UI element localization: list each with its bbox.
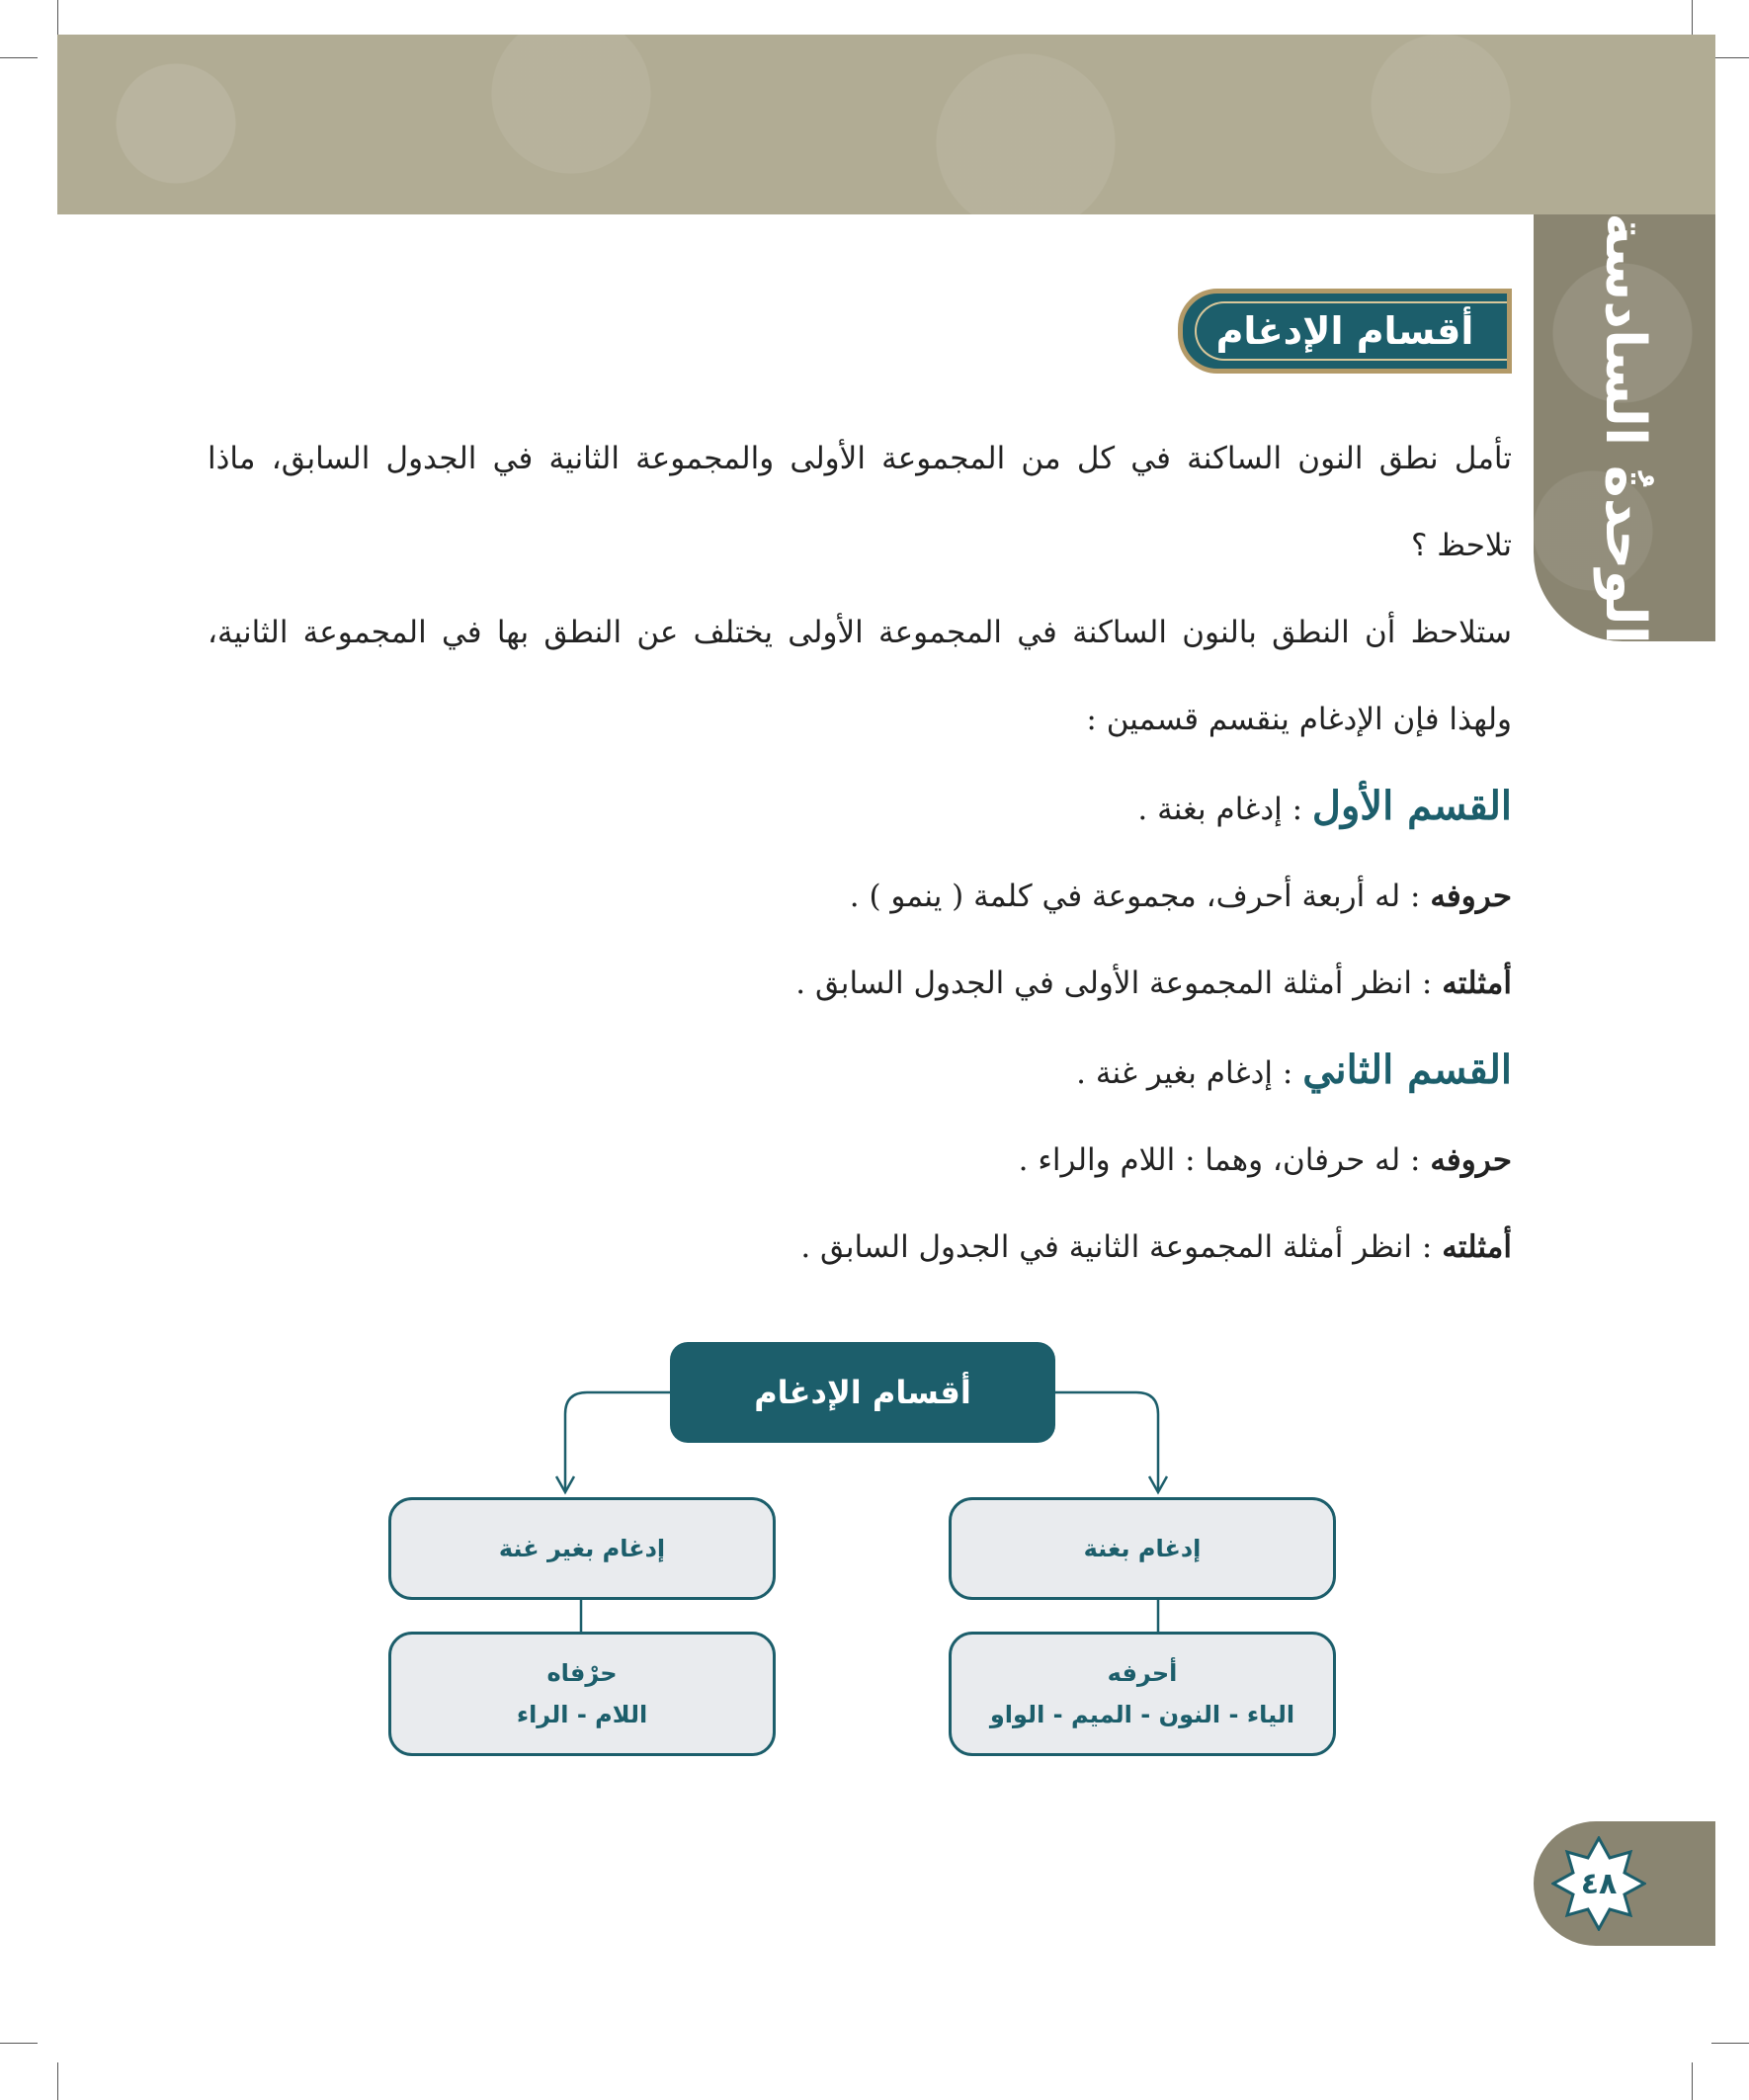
diagram-left-type-box	[388, 1497, 776, 1600]
part2-letters-text: : له حرفان، وهما : اللام والراء .	[1018, 1142, 1431, 1178]
connector-left	[565, 1392, 670, 1490]
observe-line-2: ولهذا فإن الإدغام ينقسم قسمين :	[1086, 702, 1512, 737]
page-number: ٤٨	[1580, 1866, 1618, 1901]
part2-letters-label: حروفه	[1430, 1142, 1512, 1178]
intro-line-2: تلاحظ ؟	[1410, 528, 1512, 563]
part1-letters-label: حروفه	[1430, 879, 1512, 914]
diagram-root-box	[670, 1342, 1055, 1443]
section-title: أقسام الإدغام	[1215, 309, 1474, 353]
diagram-left-letters: اللام - الراء	[516, 1701, 648, 1728]
diagram-right-type-box	[949, 1497, 1336, 1600]
part2-heading-rest: : إدغام بغير غنة .	[1076, 1055, 1303, 1091]
unit-title: الوحدةُ السادسة	[1592, 211, 1657, 644]
diagram-left-letters-label: حرْفاه	[546, 1659, 618, 1687]
part1-letters-text: : له أربعة أحرف، مجموعة في كلمة ( ينمو ) .	[849, 879, 1431, 914]
diagram-left-type: إدغام بغير غنة	[498, 1535, 666, 1562]
part1-heading: القسم الأول	[1311, 783, 1512, 829]
part2-heading: القسم الثاني	[1302, 1047, 1512, 1093]
part1-examples-text: : انظر أمثلة المجموعة الأولى في الجدول السابق .	[795, 966, 1443, 1001]
diagram-left-letters-box	[388, 1632, 776, 1756]
part2-examples-label: أمثلته	[1442, 1229, 1512, 1265]
diagram-right-letters-box	[949, 1632, 1336, 1756]
connector-right	[1055, 1392, 1158, 1490]
part1-heading-rest: : إدغام بغنة .	[1137, 792, 1312, 827]
diagram-right-letters-label: أحرفه	[1107, 1659, 1178, 1687]
diagram-right-letters: الياء - النون - الميم - الواو	[989, 1701, 1295, 1728]
part1-examples-label: أمثلته	[1442, 966, 1512, 1001]
diagram-right-type: إدغام بغنة	[1083, 1535, 1202, 1562]
part2-examples-text: : انظر أمثلة المجموعة الثانية في الجدول السابق .	[800, 1229, 1443, 1265]
diagram-root-label: أقسام الإدغام	[754, 1374, 971, 1411]
intro-line-1: تأمل نطق النون الساكنة في كل من المجموعة الأولى والمجموعة الثانية في الجدول السابق، ماذا	[208, 441, 1512, 476]
observe-line-1: ستلاحظ أن النطق بالنون الساكنة في المجموعة الأولى يختلف عن النطق بها في المجموعة الثانية،	[208, 615, 1512, 650]
